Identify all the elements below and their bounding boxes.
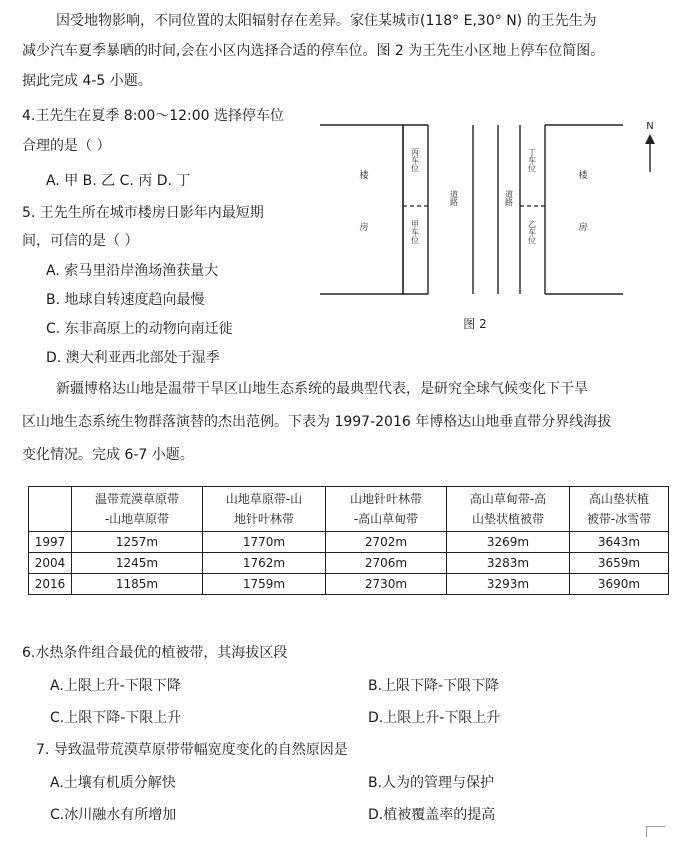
north-label: N [646, 121, 654, 132]
intro2-line-3: 变化情况。完成 6-7 小题。 [22, 447, 194, 463]
table-cell: 3659m [570, 553, 669, 574]
left-building-outline [320, 125, 403, 294]
right-building-label-fang: 房 [578, 223, 588, 233]
q5-stem-line-1: 5. 王先生所在城市楼房日影年内最短期 [22, 205, 264, 221]
q4-stem-line-2: 合理的是（ ） [22, 138, 111, 154]
table-cell: 3690m [570, 574, 669, 595]
table-cell: 1759m [203, 574, 326, 595]
intro2-line-1: 新疆博格达山地是温带干旱区山地生态系统的最典型代表，是研究全球气候变化下干旱 [56, 381, 588, 397]
table-cell: 1762m [203, 553, 326, 574]
parking-jia-label: 甲车位 [410, 220, 420, 244]
q7-option-b: B.人为的管理与保护 [368, 775, 495, 791]
figure-caption: 图 2 [463, 317, 487, 331]
road-label-right: 道路 [504, 190, 514, 206]
parking-diagram [318, 112, 676, 342]
table-cell: 2706m [326, 553, 447, 574]
table-row [29, 574, 669, 595]
q6-option-a: A.上限上升-下限下降 [50, 678, 181, 694]
intro2-line-2: 区山地生态系统生物群落演替的杰出范例。下表为 1997-2016 年博格达山地垂直带分界线海拔 [22, 414, 612, 430]
table-row [29, 553, 669, 574]
table-header-cell: 山地草原带-山 地针叶林带 [203, 487, 326, 532]
parking-yi-label: 乙车位 [527, 220, 537, 244]
table-cell: 1185m [72, 574, 203, 595]
q7-option-d: D.植被覆盖率的提高 [368, 807, 496, 823]
page-corner-mark [646, 826, 665, 837]
table-header-cell: 山地针叶林带 -高山草甸带 [326, 487, 447, 532]
q5-option-c: C. 东非高原上的动物向南迁徙 [46, 321, 233, 337]
q6-option-b: B.上限下降-下限下降 [368, 678, 500, 694]
intro-line-2: 减少汽车夏季暴晒的时间,会在小区内选择合适的停车位。图 2 为王先生小区地上停车位简图。 [22, 43, 605, 59]
table-cell-year: 1997 [29, 532, 72, 553]
table-header-cell: 高山垫状植 被带-冰雪带 [570, 487, 669, 532]
q6-stem: 6.水热条件组合最优的植被带，其海拔区段 [22, 645, 288, 661]
right-building-label-lou: 楼 [578, 171, 588, 181]
q5-option-a: A. 索马里沿岸渔场渔获量大 [46, 263, 219, 279]
table-cell: 3283m [447, 553, 570, 574]
table-cell-year: 2016 [29, 574, 72, 595]
table-cell-year: 2004 [29, 553, 72, 574]
q5-option-d: D. 澳大利亚西北部处于湿季 [46, 350, 220, 366]
q5-option-b: B. 地球自转速度趋向最慢 [46, 292, 205, 308]
q7-stem: 7. 导致温带荒漠草原带带幅宽度变化的自然原因是 [36, 742, 348, 758]
q4-options: A. 甲 B. 乙 C. 丙 D. 丁 [46, 173, 191, 189]
table-header-year [29, 487, 72, 532]
left-building-label-fang: 房 [359, 223, 369, 233]
q6-option-c: C.上限下降-下限上升 [50, 710, 182, 726]
table-row [29, 532, 669, 553]
q7-option-a: A.土壤有机质分解快 [50, 775, 176, 791]
table-cell: 2730m [326, 574, 447, 595]
north-arrow-icon [645, 134, 655, 172]
left-building-label-lou: 楼 [359, 171, 369, 181]
table-header-cell: 温带荒漠草原带 -山地草原带 [72, 487, 203, 532]
intro-line-1: 因受地物影响，不同位置的太阳辐射存在差异。家住某城市(118° E,30° N) 的王先生为 [56, 13, 597, 29]
table-cell: 1257m [72, 532, 203, 553]
table-cell: 3293m [447, 574, 570, 595]
road-label-left: 道路 [449, 190, 459, 206]
parking-ding-label: 丁车位 [527, 148, 537, 172]
altitude-table [28, 486, 669, 595]
table-cell: 1245m [72, 553, 203, 574]
q7-option-c: C.冰川融水有所增加 [50, 807, 177, 823]
q4-stem-line-1: 4.王先生在夏季 8:00～12:00 选择停车位 [22, 108, 285, 124]
q5-stem-line-2: 间，可信的是（ ） [22, 233, 139, 249]
intro-line-3: 据此完成 4-5 小题。 [22, 73, 152, 89]
q6-option-d: D.上限上升-下限上升 [368, 710, 501, 726]
table-cell: 3269m [447, 532, 570, 553]
table-header-cell: 高山草甸带-高 山垫状植被带 [447, 487, 570, 532]
table-header-row [29, 487, 669, 532]
table-cell: 1770m [203, 532, 326, 553]
table-cell: 2702m [326, 532, 447, 553]
parking-bing-label: 丙车位 [410, 148, 420, 172]
table-cell: 3643m [570, 532, 669, 553]
